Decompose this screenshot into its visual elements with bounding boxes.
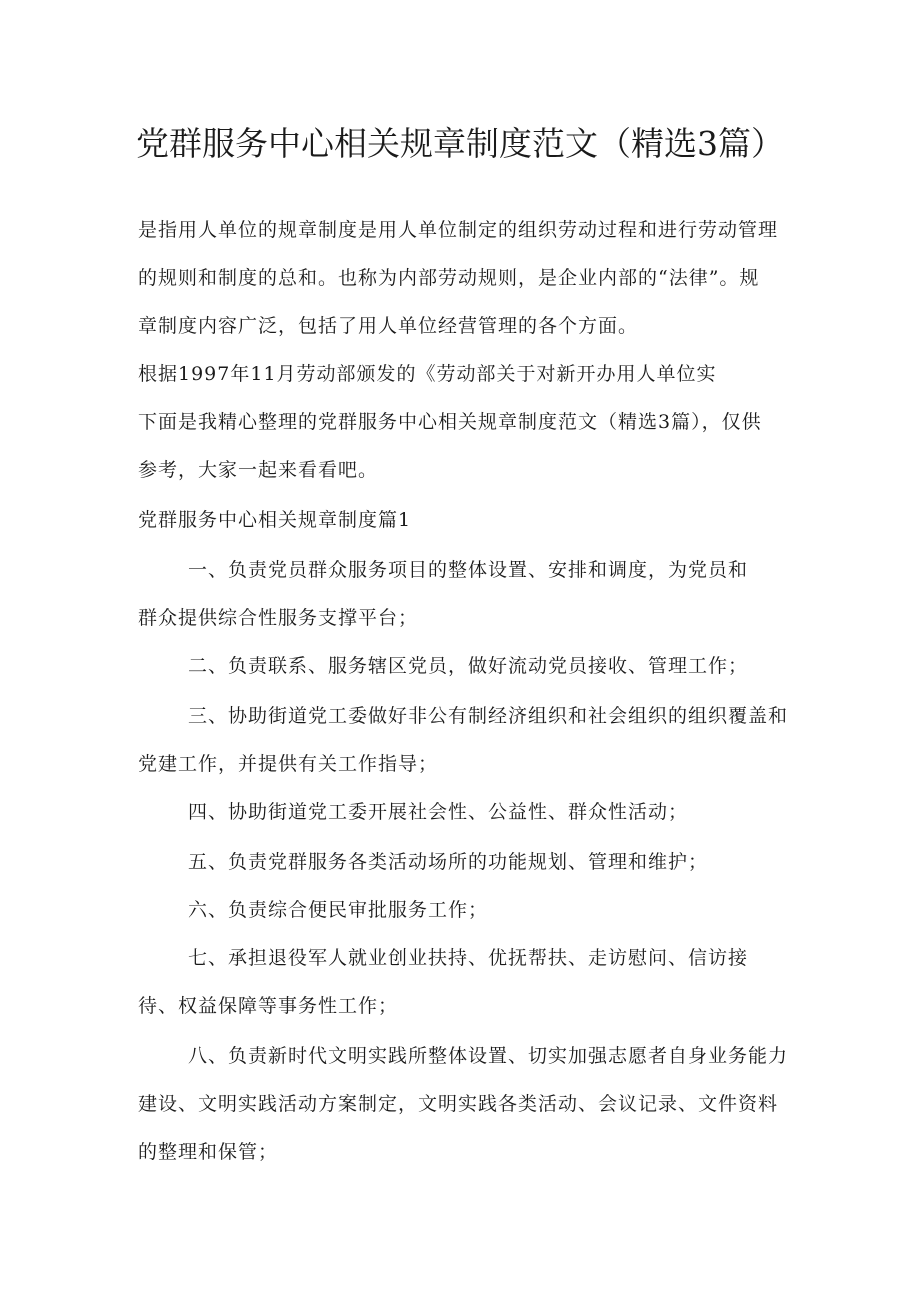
list-item-continuation: 党建工作，并提供有关工作指导； [138,753,439,775]
list-item: 七、承担退役军人就业创业扶持、优抚帮扶、走访慰问、信访接 [188,947,749,969]
paragraph-line: 是指用人单位的规章制度是用人单位制定的组织劳动过程和进行劳动管理 [138,219,779,241]
list-item: 四、协助街道党工委开展社会性、公益性、群众性活动； [188,801,689,823]
document-title: 党群服务中心相关规章制度范文（精选3篇） [136,124,784,163]
list-item: 一、负责党员群众服务项目的整体设置、安排和调度，为党员和 [188,559,749,581]
list-item: 二、负责联系、服务辖区党员，做好流动党员接收、管理工作； [188,655,749,677]
list-item: 八、负责新时代文明实践所整体设置、切实加强志愿者自身业务能力 [188,1045,789,1067]
list-item: 六、负责综合便民审批服务工作； [188,899,489,921]
section-heading: 党群服务中心相关规章制度篇1 [138,509,412,531]
list-item-continuation: 待、权益保障等事务性工作； [138,995,399,1017]
paragraph-line: 参考，大家一起来看看吧。 [138,459,379,481]
list-item-continuation: 的整理和保管； [138,1141,279,1163]
paragraph-line: 的规则和制度的总和。也称为内部劳动规则，是企业内部的“法律”。规 [138,267,760,289]
paragraph-line: 章制度内容广泛，包括了用人单位经营管理的各个方面。 [138,315,639,337]
list-item: 三、协助街道党工委做好非公有制经济组织和社会组织的组织覆盖和 [188,705,789,727]
list-item-continuation: 群众提供综合性服务支撑平台； [138,607,419,629]
paragraph-line: 根据1997年11月劳动部颁发的《劳动部关于对新开办用人单位实 [138,363,717,385]
list-item: 五、负责党群服务各类活动场所的功能规划、管理和维护； [188,851,709,873]
list-item-continuation: 建设、文明实践活动方案制定，文明实践各类活动、会议记录、文件资料 [138,1093,779,1115]
paragraph-line: 下面是我精心整理的党群服务中心相关规章制度范文（精选3篇），仅供 [138,411,762,433]
